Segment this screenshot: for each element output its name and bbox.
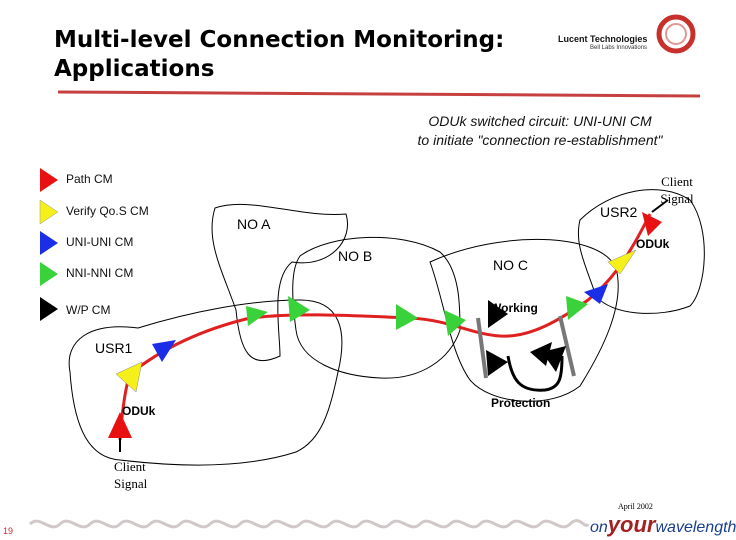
legend-path-cm-icon — [40, 168, 58, 192]
qos-marker-right — [608, 250, 636, 274]
client-signal-label-left: Client Signal — [114, 459, 148, 491]
oduk-label-right: ODUk — [636, 237, 670, 251]
nni-marker-5 — [566, 296, 588, 320]
working-path-red — [120, 214, 650, 440]
node-label-no-c: NO C — [493, 257, 528, 273]
lucent-logo-icon — [659, 17, 693, 51]
monitor-markers — [108, 212, 662, 438]
legend-label-nni-nni: NNI-NNI CM — [66, 266, 134, 280]
legend-verify-qos-icon — [40, 200, 58, 224]
client-signal-label-right: Client Signal — [660, 174, 694, 206]
legend-uni-uni-icon — [40, 231, 58, 255]
diagram-subtitle: ODUk switched circuit: UNI-UNI CM to initiate "connection re-establishment" — [417, 113, 663, 148]
switch-bracket-left — [478, 318, 486, 378]
node-label-no-b: NO B — [338, 248, 373, 264]
brand-logo — [590, 512, 736, 538]
legend-label-uni-uni: UNI-UNI CM — [66, 235, 134, 249]
protection-label: Protection — [491, 396, 551, 410]
logo-text: Lucent Technologies — [558, 34, 648, 44]
legend-label-wp-cm: W/P CM — [66, 303, 111, 317]
header-rule — [58, 92, 700, 96]
no-a-node-outline — [212, 204, 348, 360]
oduk-label-left: ODUk — [122, 404, 156, 418]
uni-marker-left — [152, 340, 176, 362]
working-label: Working — [490, 301, 538, 315]
legend-label-verify-qos: Verify Qo.S CM — [66, 204, 149, 218]
node-label-usr2: USR2 — [600, 204, 638, 220]
legend-nni-nni-icon — [40, 262, 58, 286]
legend-label-path-cm: Path CM — [66, 172, 113, 186]
no-b-node-outline — [293, 237, 460, 378]
logo-tagline: Bell Labs Innovations — [590, 45, 648, 51]
path-cm-marker-right — [642, 212, 662, 236]
nni-marker-4 — [444, 310, 466, 336]
brand-your: your — [607, 512, 656, 537]
footer-wave-decoration — [30, 521, 588, 527]
brand-post: wavelength — [655, 519, 736, 536]
node-label-no-a: NO A — [237, 216, 271, 232]
usr1-node-outline — [69, 300, 342, 465]
legend-swatches — [40, 168, 58, 321]
nni-marker-3 — [396, 304, 418, 330]
page-title: Multi-level Connection Monitoring: Applications — [54, 27, 505, 82]
legend-wp-cm-icon — [40, 297, 58, 321]
page-number: 19 — [3, 526, 14, 536]
qos-marker-left — [116, 362, 142, 392]
node-label-usr1: USR1 — [95, 340, 133, 356]
brand-pre: on — [590, 519, 608, 536]
footer-date: April 2002 — [618, 502, 653, 511]
wp-marker-2 — [486, 350, 508, 376]
